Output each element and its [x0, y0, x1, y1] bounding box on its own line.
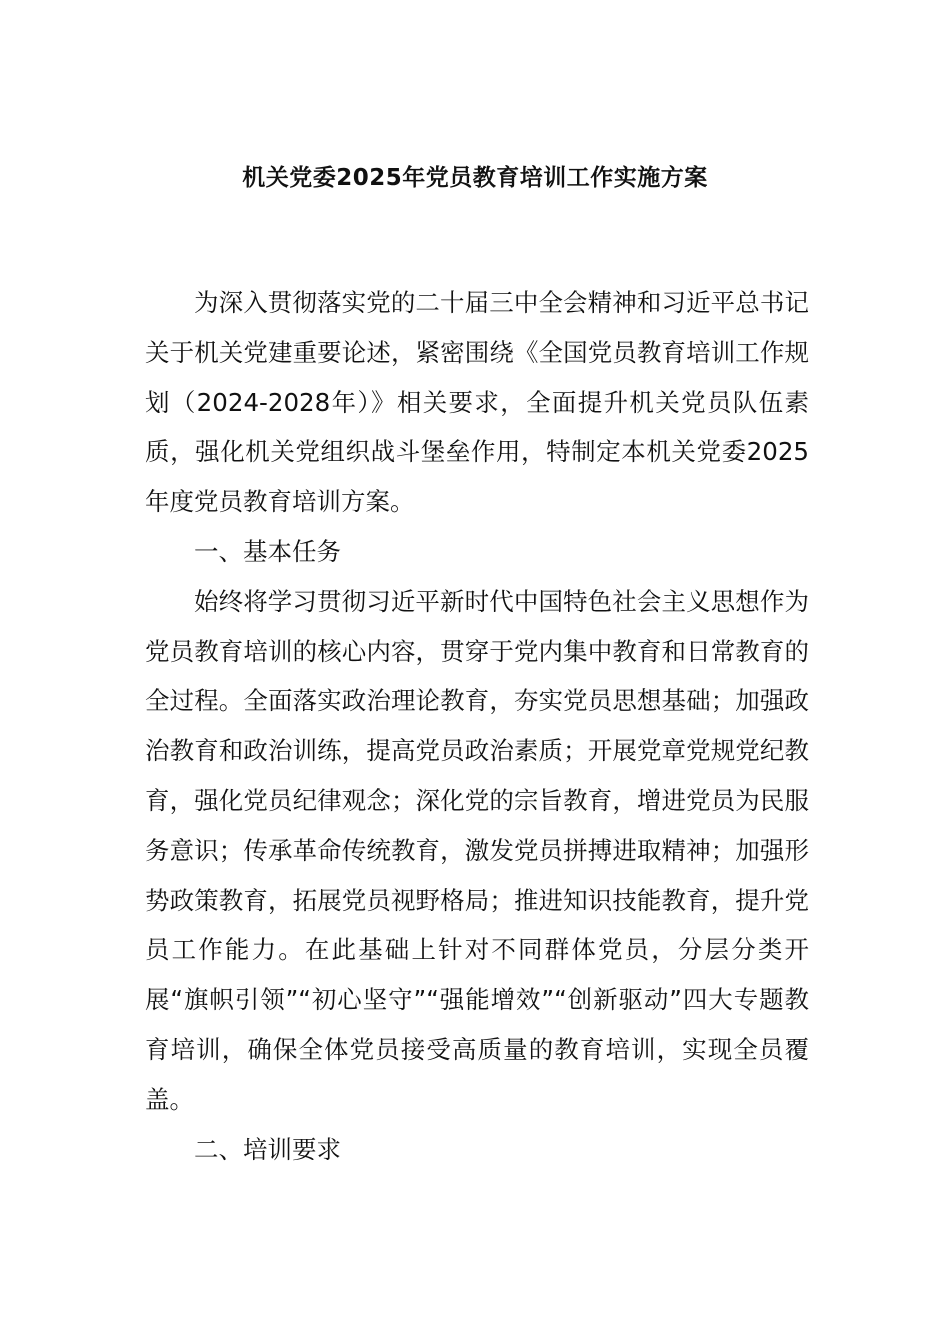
intro-paragraph: 为深入贯彻落实党的二十届三中全会精神和习近平总书记关于机关党建重要论述，紧密围绕《全国党员教育培训工作规划（2024-2028年）》相关要求，全面提升机关党员队伍素质，强化机关党组织战斗堡垒作用，特制定本机关党委2025年度党员教育培训方案。 — [145, 288, 809, 517]
document-body — [145, 278, 809, 1174]
section-heading-training-requirements: 二、培训要求 — [194, 1134, 341, 1164]
section-heading-basic-tasks: 一、基本任务 — [194, 536, 341, 566]
page-title: 机关党委2025年党员教育培训工作实施方案 — [242, 165, 708, 191]
section-paragraph-basic-tasks: 始终将学习贯彻习近平新时代中国特色社会主义思想作为党员教育培训的核心内容，贯穿于党内集中教育和日常教育的全过程。全面落实政治理论教育，夯实党员思想基础；加强政治教育和政治训练，提高党员政治素质；开展党章党规党纪教育，强化党员纪律观念；深化党的宗旨教育，增进党员为民服务意识；传承革命传统教育，激发党员拼搏进取精神；加强形势政策教育，拓展党员视野格局；推进知识技能教育，提升党员工作能力。在此基础上针对不同群体党员，分层分类开展“旗帜引领”“初心坚守”“强能增效”“创新驱动”四大专题教育培训，确保全体党员接受高质量的教育培训，实现全员覆盖。 — [145, 586, 809, 1114]
